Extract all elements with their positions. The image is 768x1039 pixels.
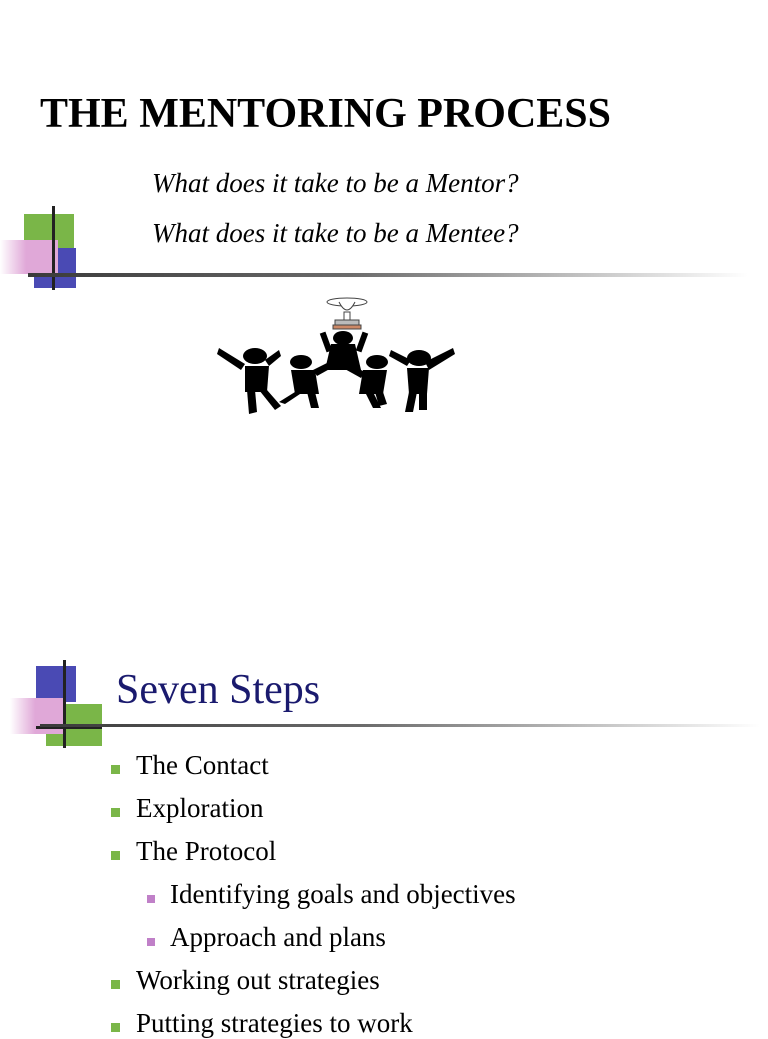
- trophy-icon: [327, 298, 367, 329]
- subtitle-mentor: What does it take to be a Mentor?: [152, 168, 519, 198]
- slide-2: [0, 640, 768, 1038]
- bullet-square-icon: [111, 851, 120, 860]
- corner-squares-decoration: [0, 660, 110, 760]
- subtitle-mentee: What does it take to be a Mentee?: [152, 218, 519, 248]
- slide-1-title: THE MENTORING PROCESS: [40, 91, 611, 137]
- list-item-text: Working out strategies: [136, 965, 380, 995]
- list-item-text: The Protocol: [136, 836, 277, 866]
- bullet-square-icon: [147, 895, 155, 903]
- title-underline: [40, 724, 760, 727]
- bullet-square-icon: [111, 808, 120, 817]
- slide-2-title: Seven Steps: [116, 667, 321, 713]
- team-trophy-illustration: [215, 292, 460, 420]
- list-item-text: Putting strategies to work: [136, 1008, 413, 1038]
- list-item-text: Identifying goals and objectives: [170, 879, 516, 909]
- corner-squares-decoration: [0, 200, 100, 300]
- bullet-square-icon: [111, 1023, 120, 1032]
- title-underline: [28, 273, 748, 277]
- bullet-square-icon: [111, 980, 120, 989]
- list-item-text: Exploration: [136, 793, 264, 823]
- list-item-text: Approach and plans: [170, 922, 386, 952]
- list-item-text: The Contact: [136, 750, 269, 780]
- bullet-square-icon: [147, 938, 155, 946]
- bullet-square-icon: [111, 765, 120, 774]
